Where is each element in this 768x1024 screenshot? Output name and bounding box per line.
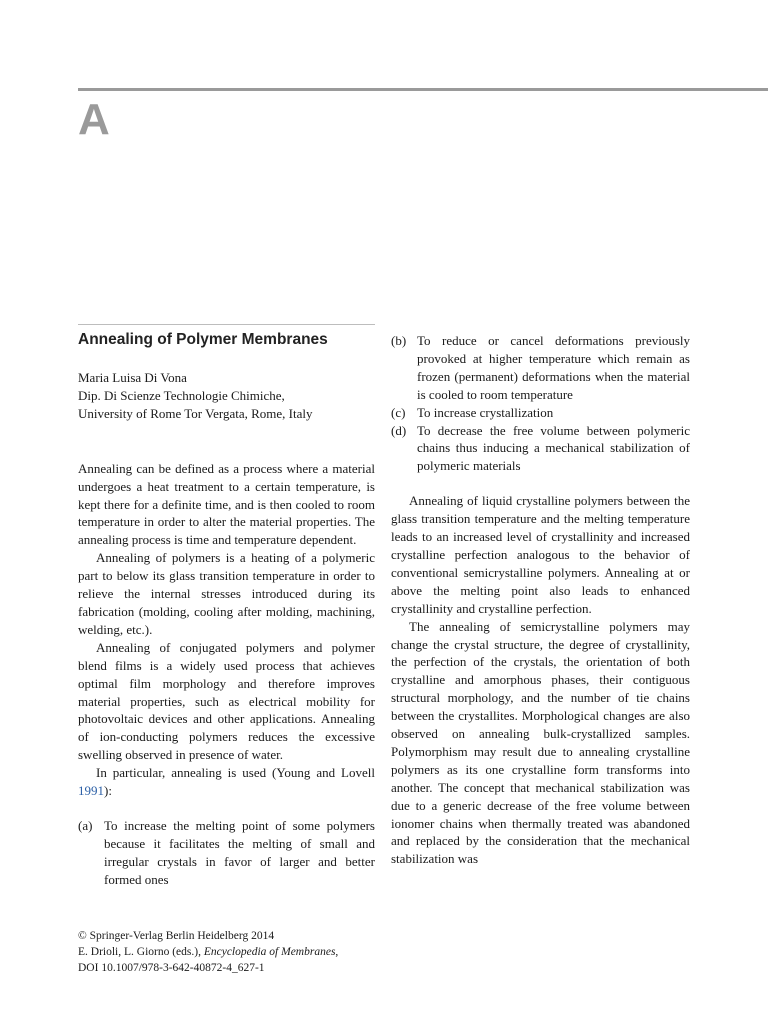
paragraph-liquid-crystalline: Annealing of liquid crystalline polymers between the glass transition temperature and the melting temperature leads to an increased level of crystallinity and increased crystalline perfection analogous to the behavior of conventional semicrystalline polymers. Annealing at or above the melting point also leads to enhanced crystallinity and crystalline perfection.	[391, 493, 690, 616]
list-label-a: (a)	[78, 817, 93, 833]
paragraph-conjugated: Annealing of conjugated polymers and polymer blend films is a widely used process that achieves optimal film morphology and therefore improves material properties, such as electrical mobility for photovoltaic devices and other applications. Annealing of ion-conducting polymers reduces the excessive swelling observed in presence of water.	[78, 639, 375, 763]
footer-editors-end: ,	[335, 946, 339, 958]
list-item-c	[391, 404, 690, 422]
author-name: Maria Luisa Di Vona	[78, 370, 187, 385]
list-label-c: (c)	[391, 404, 406, 420]
author-univ: University of Rome Tor Vergata, Rome, Italy	[78, 405, 313, 421]
in-particular-end: ):	[104, 783, 112, 799]
author-dept: Dip. Di Scienze Technologie Chimiche,	[78, 387, 285, 403]
list-text-c: To increase crystallization	[417, 404, 554, 420]
list-label-d: (d)	[391, 422, 407, 438]
footer-copyright: © Springer-Verlag Berlin Heidelberg 2014	[78, 930, 275, 942]
list-label-b: (b)	[391, 333, 407, 348]
footer-editors: E. Drioli, L. Giorno (eds.),	[78, 946, 204, 958]
in-particular-text: In particular, annealing is used (Young and Lovell	[96, 765, 375, 781]
paragraph-definition: Annealing can be defined as a process where a material undergoes a heat treatment to a certain temperature, is kept there for a definite time, and is then cooled to room temperature in order to alter the material properties. The annealing process is time and temperature dependent.	[78, 460, 375, 548]
footer-doi: DOI 10.1007/978-3-642-40872-4_627-1	[78, 962, 265, 974]
list-item-b	[391, 332, 690, 404]
footer-block	[78, 928, 398, 976]
left-column	[78, 369, 375, 889]
paragraph-semicrystalline: The annealing of semicrystalline polymers may change the crystal structure, the degree of crystallinity, the perfection of the crystals, the orientation of both crystalline and amorphous phases, their contiguous structural morphology, and the number of tie chains between the crystallites. Morphological changes are also observed on annealing bulk-crystallized samples. Polymorphism may result due to annealing crystalline polymers as its one crystalline form transforms into another. The concept that mechanical stabilization was due to a generic decrease of the free volume between ionomer chains when thermally treated was abandoned and replaced by the consideration that the mechanical stabilization was	[391, 618, 690, 867]
title-rule	[78, 324, 375, 325]
citation-link[interactable]: 1991	[78, 783, 104, 799]
author-block	[78, 369, 375, 423]
paragraph-in-particular	[78, 764, 375, 800]
list-text-b: To reduce or cancel deformations previously provoked at higher temperature which remain as frozen (permanent) deformations when the material is cooled to room temperature	[417, 333, 690, 402]
list-text-d: To decrease the free volume between polymeric chains thus inducing a mechanical stabilization of polymeric materials	[417, 422, 690, 474]
list-text-a: To increase the melting point of some polymers because it facilitates the melting of small and irregular crystals in favor of larger and better formed ones	[104, 817, 375, 887]
section-letter: A	[78, 95, 110, 144]
entry-title: Annealing of Polymer Membranes	[78, 331, 328, 348]
paragraph-polymers: Annealing of polymers is a heating of a polymeric part to below its glass transition temperature in order to relieve the internal stresses introduced during its fabrication (molding, cooling after molding, machining, welding, etc.).	[78, 550, 375, 637]
top-rule	[78, 88, 768, 91]
list-item-d	[391, 422, 690, 476]
footer-book-title: Encyclopedia of Membranes	[203, 946, 336, 958]
list-item-a	[78, 817, 375, 889]
right-column	[391, 332, 690, 868]
footer-editors-line	[78, 944, 398, 960]
